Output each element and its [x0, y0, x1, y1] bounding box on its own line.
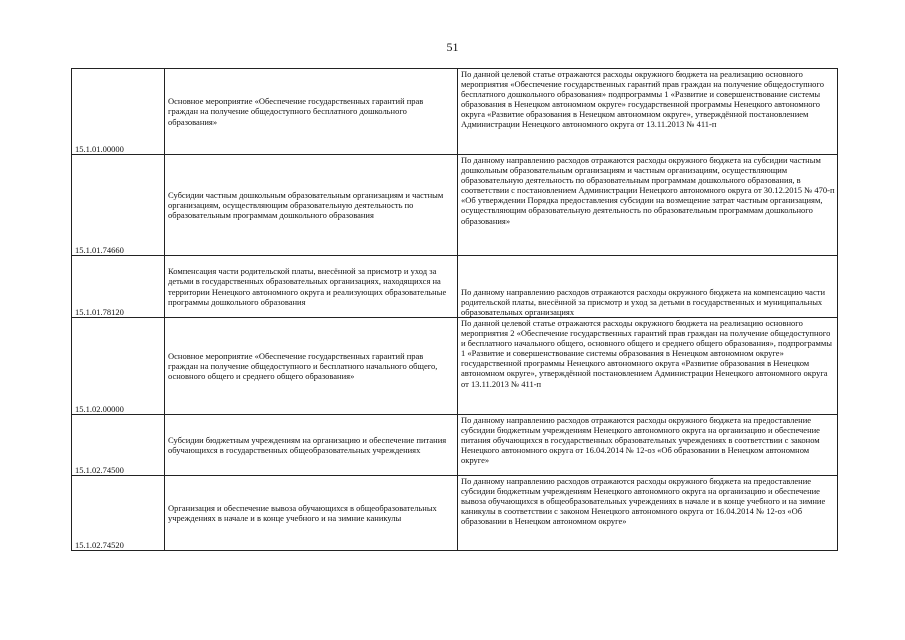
expense-name: Субсидии бюджетным учреждениям на организацию и обеспечение питания обучающихся в государственных общеобразовательных учреждениях — [165, 415, 458, 476]
expense-name: Субсидии частным дошкольным образовательным организациям и частным организациям, осуществляющим образовательную деятельность по образовательным программам дошкольного образования — [165, 155, 458, 256]
page-number: 51 — [446, 40, 459, 54]
table-row — [72, 155, 838, 256]
table-row — [72, 476, 838, 551]
expense-description: По данному направлению расходов отражаются расходы окружного бюджета на предоставление субсидии бюджетным учреждениям Ненецкого автономного округа на организацию и обеспечение питания обучающихся в государственных образовательных учреждениях в соответствии с законом Ненецкого автономного округа от 16.04.2014 № 12-оз «Об образовании в Ненецком автономном округе» — [458, 415, 838, 476]
expense-description: По данной целевой статье отражаются расходы окружного бюджета на реализацию основного мероприятия 2 «Обеспечение государственных гарантий прав граждан на получение общедоступного и бесплатного начального общего, основного общего и среднего общего образования», подпрограммы 1 «Развитие и совершенствование системы образования в Ненецком автономном округе» государственной программы Ненецкого автономного округа «Развитие образования в Ненецком автономном округе», утверждённой постановлением Администрации Ненецкого автономного округа от 13.11.2013 № 411-п — [458, 318, 838, 415]
target-code: 15.1.02.74520 — [72, 476, 165, 551]
table-row — [72, 415, 838, 476]
table-row — [72, 318, 838, 415]
target-code: 15.1.01.78120 — [72, 256, 165, 318]
budget-classification-table — [71, 68, 838, 551]
expense-name: Компенсация части родительской платы, внесённой за присмотр и уход за детьми в государственных образовательных организациях, находящихся на территории Ненецкого автономного округа и реализующих образовательные программы дошкольного образования — [165, 256, 458, 318]
expense-name: Основное мероприятие «Обеспечение государственных гарантий прав граждан на получение общедоступного бесплатного дошкольного образования» — [165, 69, 458, 155]
target-code: 15.1.01.74660 — [72, 155, 165, 256]
expense-name: Организация и обеспечение вывоза обучающихся в общеобразовательных учреждениях в начале и в конце учебного и на зимние каникулы — [165, 476, 458, 551]
target-code: 15.1.02.00000 — [72, 318, 165, 415]
target-code: 15.1.01.00000 — [72, 69, 165, 155]
table-row — [72, 69, 838, 155]
table-row — [72, 256, 838, 318]
target-code: 15.1.02.74500 — [72, 415, 165, 476]
expense-name: Основное мероприятие «Обеспечение государственных гарантий прав граждан на получение общедоступного и бесплатного начального общего, основного общего и среднего общего образования» — [165, 318, 458, 415]
expense-description: По данному направлению расходов отражаются расходы окружного бюджета на компенсацию части родительской платы, внесённой за присмотр и уход за детьми в государственных и муниципальных образовательных организациях — [458, 256, 838, 318]
expense-description: По данному направлению расходов отражаются расходы окружного бюджета на предоставление субсидии бюджетным учреждениям Ненецкого автономного округа на организацию и обеспечение вывоза обучающихся в общеобразовательных учреждениях в начале и в конце учебного и на зимние каникулы в соответствии с законом Ненецкого автономного округа от 16.04.2014 № 12-оз «Об образовании в Ненецком автономном округе» — [458, 476, 838, 551]
expense-description: По данному направлению расходов отражаются расходы окружного бюджета на субсидии частным дошкольным образовательным организациям и частным организациям, осуществляющим образовательную деятельность по образовательным программам дошкольного образования, в соответствии с постановлением Администрации Ненецкого автономного округа от 30.12.2015 № 470-п «Об утверждении Порядка предоставления субсидии на возмещение затрат частным организациям, осуществляющим образовательную деятельность по образовательным программам дошкольного образования» — [458, 155, 838, 256]
expense-description: По данной целевой статье отражаются расходы окружного бюджета на реализацию основного мероприятия «Обеспечение государственных гарантий прав граждан на получение общедоступного бесплатного дошкольного образования» подпрограммы 1 «Развитие и совершенствование системы образования в Ненецком автономном округе» государственной программы Ненецкого автономного округа «Развитие образования в Ненецком автономном округе», утверждённой постановлением Администрации Ненецкого автономного округа от 13.11.2013 № 411-п — [458, 69, 838, 155]
